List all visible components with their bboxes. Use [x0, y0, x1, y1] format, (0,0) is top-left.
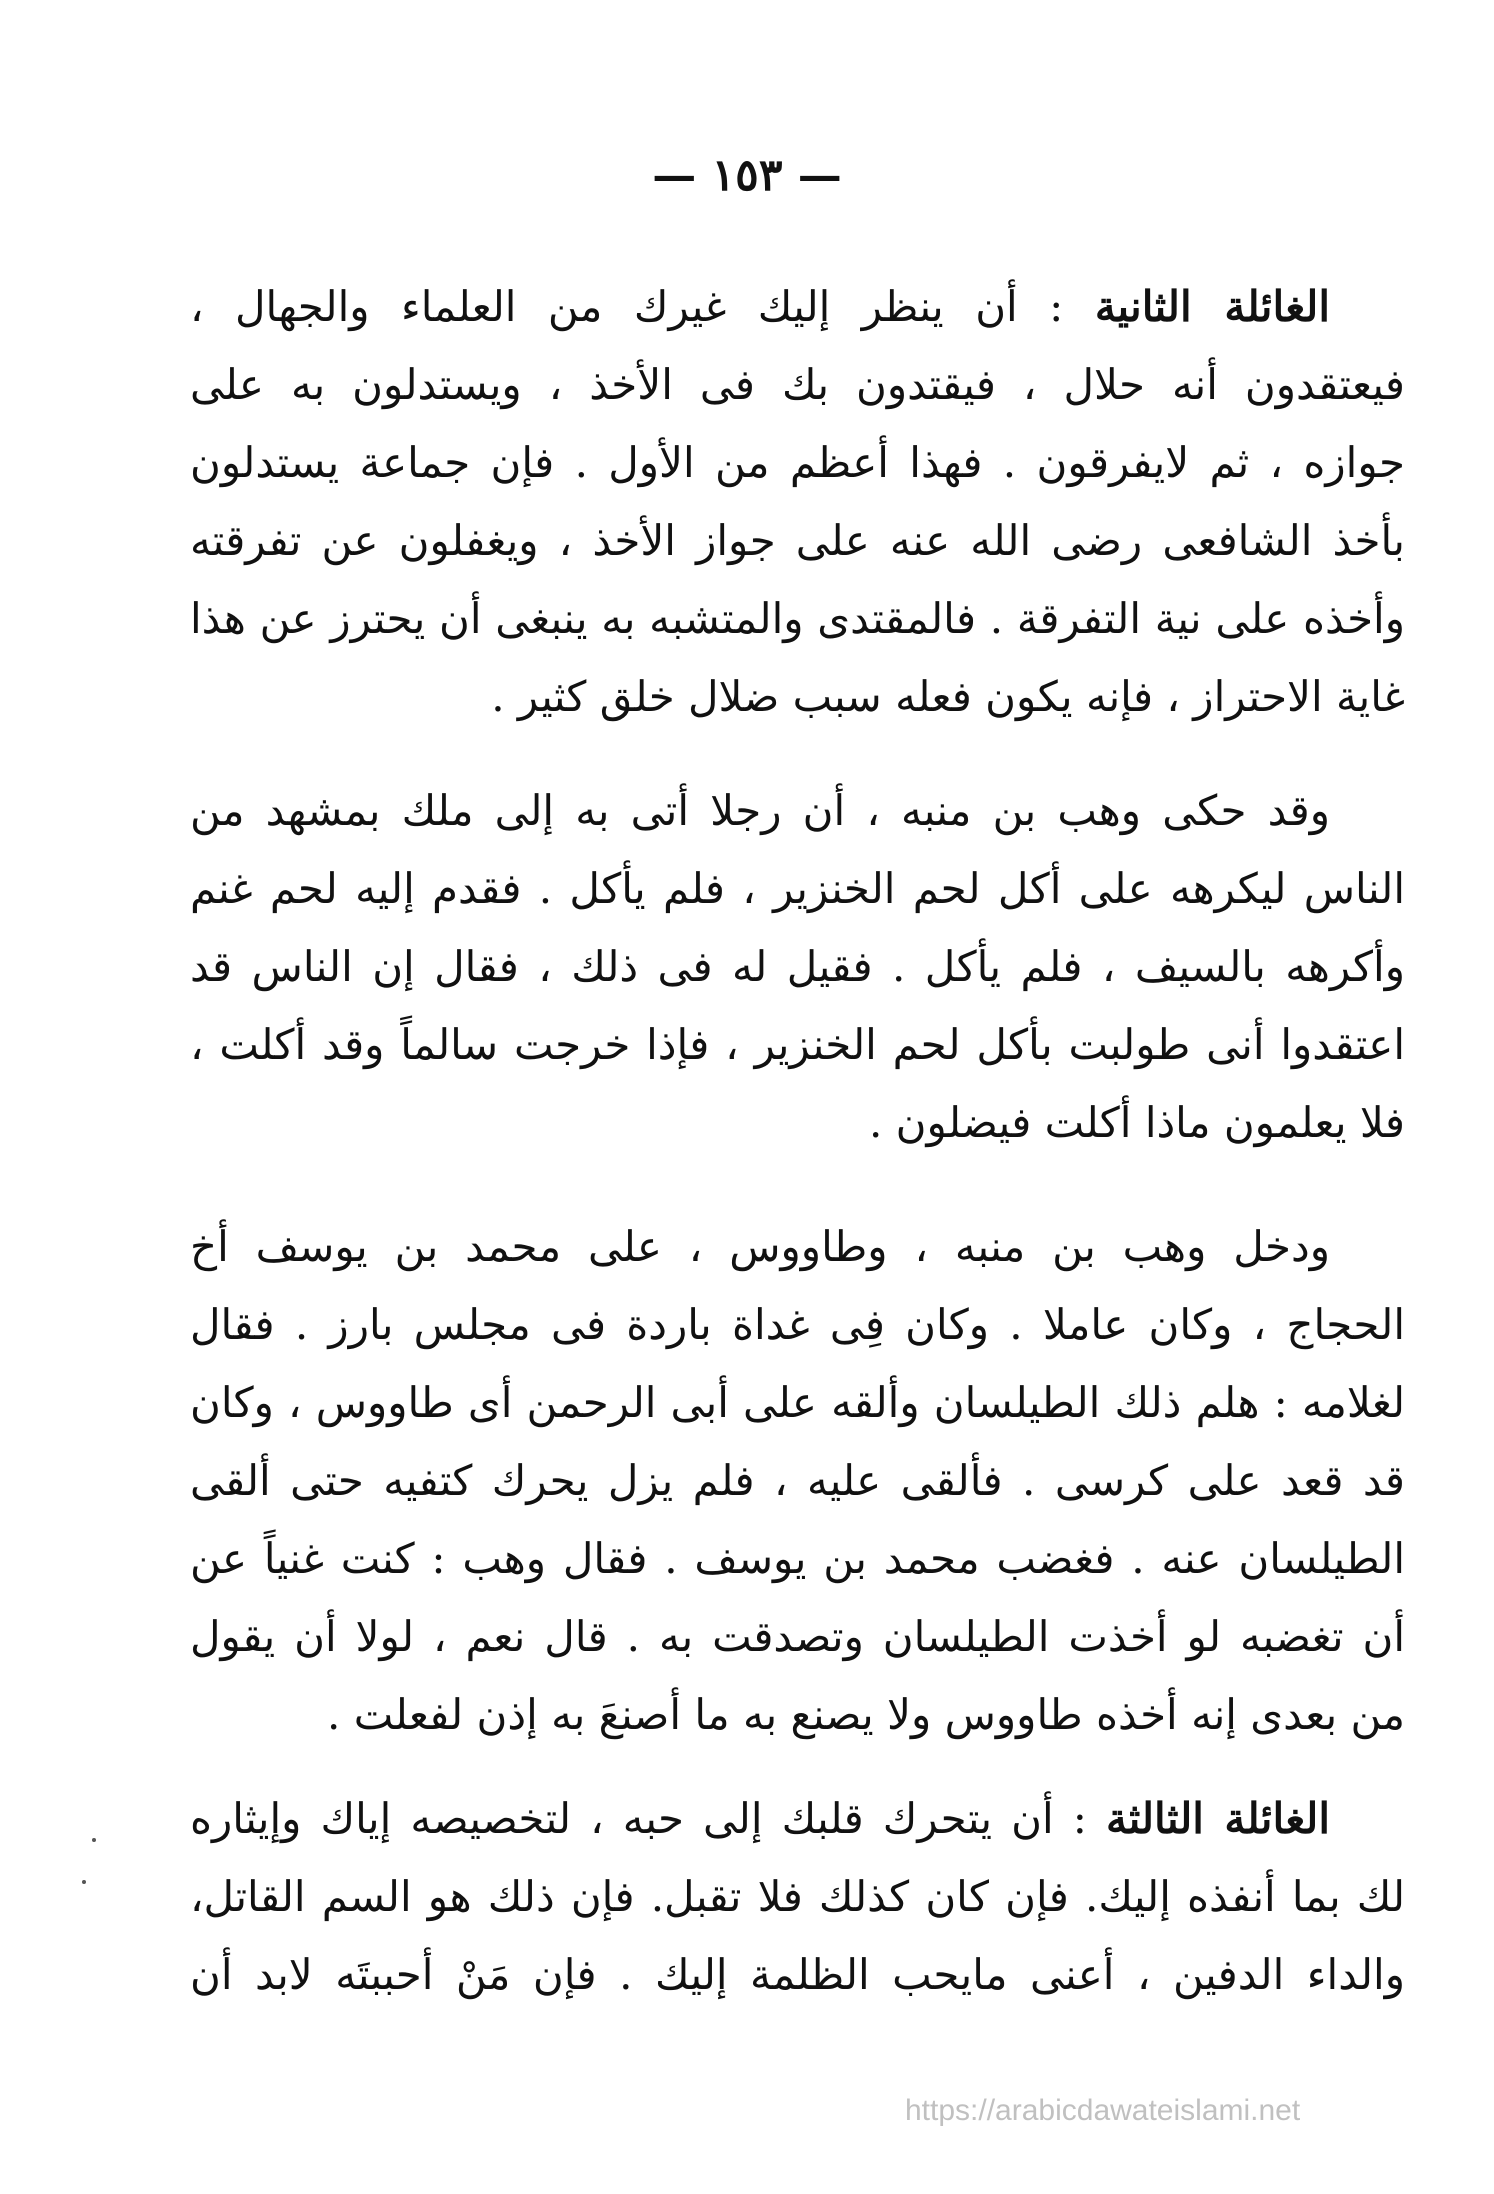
text-line: وقد حكى وهب بن منبه ، أن رجلا أتى به إلى ملك بمشهد من [190, 786, 1330, 835]
section-heading-term: الغائلة الثانية [1094, 282, 1331, 331]
text-line [190, 268, 1405, 346]
text-line: وأخذه على نية التفرقة . فالمقتدى والمتشبه به ينبغى أن يحترز عن هذا [190, 594, 1405, 643]
line-text: : أن ينظر إليك غيرك من العلماء والجهال ، [190, 282, 1064, 331]
text-line: الحجاج ، وكان عاملا . وكان فِى غداة باردة فى مجلس بارز . فقال [190, 1300, 1405, 1349]
paragraph-tawus-story [190, 1208, 1405, 1754]
text-line: قد قعد على كرسى . فألقى عليه ، فلم يزل يحرك كتفيه حتى ألقى [190, 1456, 1405, 1505]
scan-speck [82, 1880, 86, 1884]
watermark-url: https://arabicdawateislami.net [905, 2094, 1301, 2127]
paragraph-wahb-story [190, 772, 1405, 1162]
section-heading-term: الغائلة الثالثة [1106, 1794, 1330, 1843]
line-text: : أن يتحرك قلبك إلى حبه ، لتخصيصه إياك وإيثاره [190, 1794, 1087, 1843]
text-line: الطيلسان عنه . فغضب محمد بن يوسف . فقال وهب : كنت غنياً عن [190, 1534, 1405, 1583]
page-number: — ١٥٣ — [652, 150, 842, 201]
text-line: والداء الدفين ، أعنى مايحب الظلمة إليك . فإن مَنْ أحببتَه لابد أن [190, 1950, 1405, 1999]
text-line: وأكرهه بالسيف ، فلم يأكل . فقيل له فى ذلك ، فقال إن الناس قد [190, 942, 1405, 991]
text-line: غاية الاحتراز ، فإنه يكون فعله سبب ضلال خلق كثير . [491, 672, 1405, 721]
scan-speck [92, 1838, 96, 1842]
text-line: الناس ليكرهه على أكل لحم الخنزير ، فلم يأكل . فقدم إليه لحم غنم [190, 864, 1405, 913]
paragraph-third-harm [190, 1780, 1405, 2014]
text-line: جوازه ، ثم لايفرقون . فهذا أعظم من الأول . فإن جماعة يستدلون [190, 438, 1405, 487]
text-line: لك بما أنفذه إليك. فإن كان كذلك فلا تقبل. فإن ذلك هو السم القاتل، [190, 1872, 1405, 1921]
text-line: فلا يعلمون ماذا أكلت فيضلون . [868, 1098, 1405, 1147]
text-line: اعتقدوا أنى طولبت بأكل لحم الخنزير ، فإذا خرجت سالماً وقد أكلت ، [190, 1020, 1405, 1069]
text-line [190, 1780, 1405, 1858]
text-line: أن تغضبه لو أخذت الطيلسان وتصدقت به . قال نعم ، لولا أن يقول [190, 1612, 1405, 1661]
text-line: ودخل وهب بن منبه ، وطاووس ، على محمد بن يوسف أخ [190, 1222, 1330, 1271]
text-line: بأخذ الشافعى رضى الله عنه على جواز الأخذ ، ويغفلون عن تفرقته [190, 516, 1405, 565]
text-line: من بعدى إنه أخذه طاووس ولا يصنع به ما أصنعَ به إذن لفعلت . [327, 1690, 1405, 1739]
text-line: فيعتقدون أنه حلال ، فيقتدون بك فى الأخذ ، ويستدلون به على [190, 360, 1405, 409]
paragraph-second-harm [190, 268, 1405, 736]
text-line: لغلامه : هلم ذلك الطيلسان وألقه على أبى الرحمن أى طاووس ، وكان [190, 1378, 1405, 1427]
